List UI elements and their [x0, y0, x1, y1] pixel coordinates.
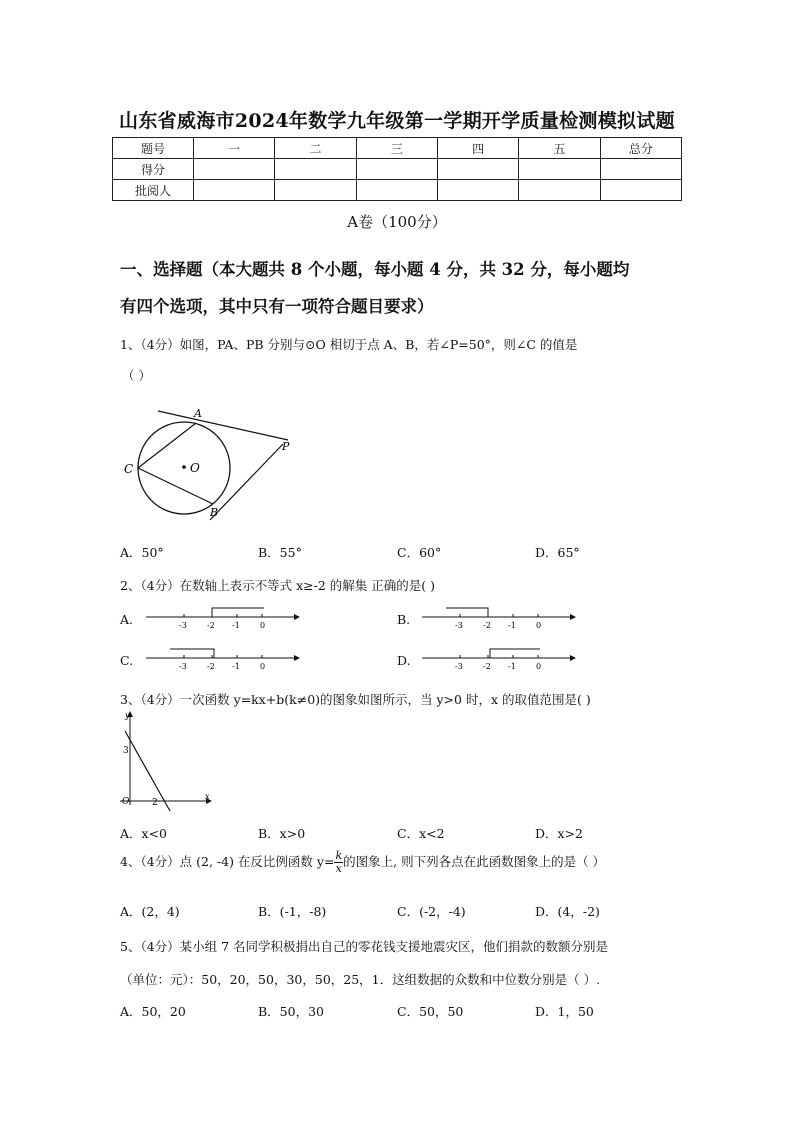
table-cell[interactable] — [275, 159, 356, 180]
q4-fraction — [334, 850, 343, 875]
q4-option-b[interactable]: B．(-1，-8) — [258, 904, 327, 919]
table-row — [113, 180, 682, 201]
tick-label: -1 — [232, 662, 240, 671]
x-axis-label: x — [205, 792, 210, 801]
q3-option-c[interactable]: C．x<2 — [397, 826, 445, 841]
q5-text-line2: （单位：元）：50，20，50，30，50，25，1．这组数据的众数和中位数分别是（ ）. — [120, 972, 601, 987]
origin-label: O — [122, 797, 130, 807]
intercept-x-label: 2 — [152, 798, 158, 808]
tick-label: -2 — [207, 662, 215, 671]
table-cell[interactable] — [194, 159, 275, 180]
label-p: P — [282, 440, 290, 453]
q1-option-a[interactable]: A．50° — [120, 545, 164, 560]
tick-label: 0 — [260, 662, 266, 671]
q1-option-d[interactable]: D．65° — [535, 545, 580, 560]
tick-label: -3 — [179, 621, 187, 630]
chord-ca — [138, 423, 196, 468]
tick-label: -1 — [508, 621, 516, 630]
tangent-pb — [210, 444, 283, 520]
q4-text — [120, 850, 605, 875]
tick-label: -1 — [232, 621, 240, 630]
q4-text-before: 4、（4分）点 (2, -4) 在反比例函数 y= — [120, 854, 335, 869]
q3-linear-graph — [114, 709, 218, 813]
q2-numberline-c — [144, 644, 300, 674]
function-line — [125, 731, 170, 811]
table-cell[interactable] — [519, 159, 600, 180]
q1-circle-figure — [118, 402, 298, 524]
q2-option-a[interactable]: A. — [120, 612, 134, 627]
q2-option-b[interactable]: B. — [397, 612, 411, 627]
table-cell[interactable] — [275, 180, 356, 201]
table-row-label: 得分 — [113, 159, 194, 180]
table-cell[interactable] — [437, 180, 518, 201]
tangent-pa — [158, 411, 288, 440]
table-cell[interactable] — [600, 159, 681, 180]
fraction-numerator: k — [335, 849, 343, 862]
q5-option-c[interactable]: C．50，50 — [397, 1004, 464, 1019]
q5-option-a[interactable]: A．50，20 — [120, 1004, 186, 1019]
q2-numberline-d — [420, 644, 576, 674]
tick-label: 0 — [536, 621, 542, 630]
tick-label: -3 — [179, 662, 187, 671]
y-axis-label: y — [125, 711, 130, 720]
table-header-cell: 一 — [194, 138, 275, 159]
q1-text: 1、（4分）如图，PA、PB 分别与⊙O 相切于点 A、B，若∠P=50°，则∠C 的值是 — [120, 337, 578, 352]
q3-text: 3、（4分）一次函数 y=kx+b(k≠0)的图象如图所示，当 y>0 时，x 的取值范围是( ) — [120, 692, 591, 707]
q2-option-d[interactable]: D. — [397, 653, 411, 668]
table-cell[interactable] — [194, 180, 275, 201]
tick-label: -3 — [455, 621, 463, 630]
label-b: B — [210, 506, 219, 519]
table-cell[interactable] — [356, 159, 437, 180]
label-c: C — [124, 462, 134, 476]
table-header-cell: 四 — [437, 138, 518, 159]
table-cell[interactable] — [519, 180, 600, 201]
table-header-row — [113, 138, 682, 159]
table-row — [113, 159, 682, 180]
table-header-cell: 题号 — [113, 138, 194, 159]
tick-label: 0 — [536, 662, 542, 671]
q4-option-c[interactable]: C．(-2，-4) — [397, 904, 466, 919]
tick-label: 0 — [260, 621, 266, 630]
page-title: 山东省威海市2024年数学九年级第一学期开学质量检测模拟试题 — [119, 110, 675, 132]
table-cell[interactable] — [600, 180, 681, 201]
q4-text-after: 的图象上, 则下列各点在此函数图象上的是（ ） — [343, 854, 606, 869]
table-header-cell: 二 — [275, 138, 356, 159]
tick-label: -1 — [508, 662, 516, 671]
tick-label: -2 — [483, 662, 491, 671]
q5-option-b[interactable]: B．50，30 — [258, 1004, 324, 1019]
q2-numberline-b — [420, 603, 576, 633]
tick-label: -2 — [483, 621, 491, 630]
section-title: A卷（100分） — [347, 213, 447, 231]
table-header-cell: 总分 — [600, 138, 681, 159]
q2-numberline-a — [144, 603, 300, 633]
q1-option-c[interactable]: C．60° — [397, 545, 442, 560]
q1-answer-paren: （ ） — [122, 368, 151, 383]
q3-option-a[interactable]: A．x<0 — [120, 826, 168, 841]
q5-option-d[interactable]: D．1，50 — [535, 1004, 594, 1019]
label-a: A — [194, 407, 202, 420]
fraction-denominator: x — [335, 862, 342, 875]
q4-option-a[interactable]: A．(2，4) — [120, 904, 180, 919]
label-o: O — [190, 461, 200, 475]
part-heading-line2: 有四个选项，其中只有一项符合题目要求） — [120, 297, 434, 316]
table-row-label: 批阅人 — [113, 180, 194, 201]
q5-text-line1: 5、（4分）某小组 7 名同学积极捐出自己的零花钱支援地震灾区，他们捐款的数额分别是 — [120, 939, 609, 954]
tick-label: -2 — [207, 621, 215, 630]
q3-option-b[interactable]: B．x>0 — [258, 826, 306, 841]
part-heading-line1: 一、选择题（本大题共 8 个小题，每小题 4 分，共 32 分，每小题均 — [120, 260, 630, 279]
score-table — [112, 137, 682, 201]
q4-option-d[interactable]: D．(4，-2) — [535, 904, 600, 919]
q1-option-b[interactable]: B．55° — [258, 545, 302, 560]
q2-text: 2、（4分）在数轴上表示不等式 x≥-2 的解集 正确的是( ) — [120, 578, 436, 593]
tick-label: -3 — [455, 662, 463, 671]
intercept-y-label: 3 — [123, 746, 129, 756]
table-header-cell: 三 — [356, 138, 437, 159]
table-header-cell: 五 — [519, 138, 600, 159]
table-cell[interactable] — [356, 180, 437, 201]
center-dot — [182, 465, 186, 469]
table-cell[interactable] — [437, 159, 518, 180]
q2-option-c[interactable]: C. — [120, 653, 134, 668]
q3-option-d[interactable]: D．x>2 — [535, 826, 583, 841]
